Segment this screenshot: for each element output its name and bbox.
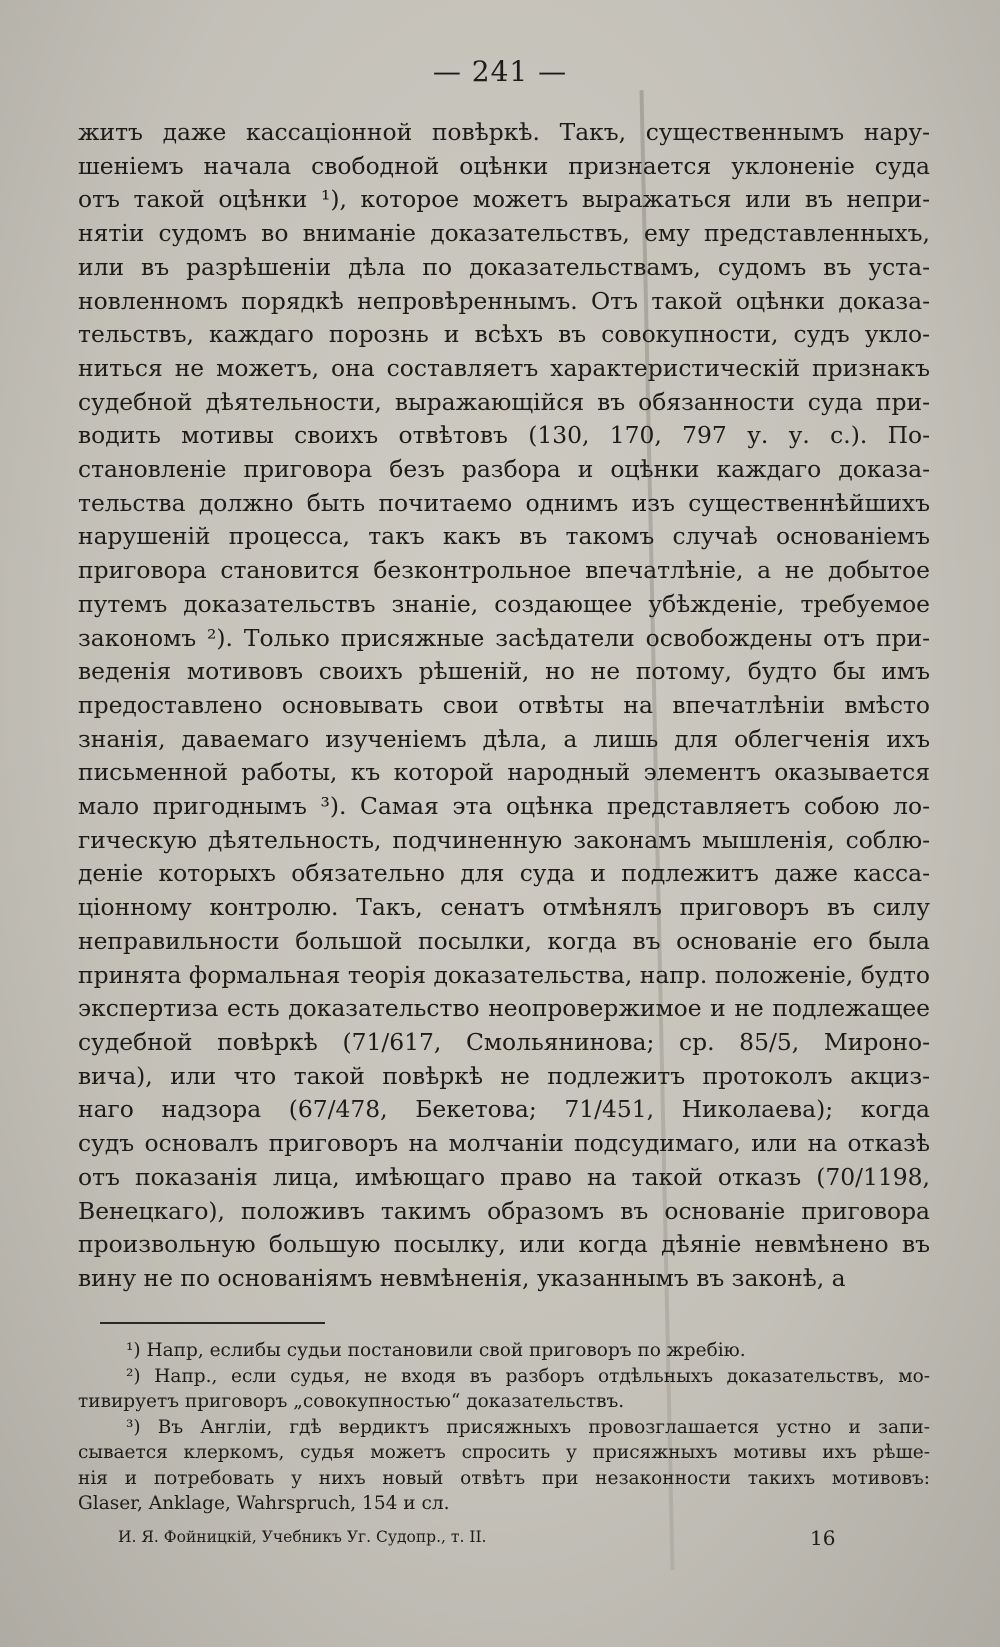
footnote-2-cont: тивируетъ приговоръ „совокупностью“ доказательствъ. [78,1391,625,1412]
body-line: отъ показанія лица, имѣющаго право на такой отказъ (70/1198, [78,1162,930,1191]
body-line: судебной дѣятельности, выражающійся въ обязанности суда при- [78,387,930,416]
footnote-3-cont: Glaser, Anklage, Wahrspruch, 154 и сл. [78,1493,450,1514]
body-line: тельства должно быть почитаемо однимъ изъ существеннѣйшихъ [78,488,930,517]
body-line: Венецкаго), положивъ такимъ образомъ въ основаніе приговора [78,1196,930,1225]
body-line: закономъ ²). Только присяжные засѣдатели освобождены отъ при- [78,623,930,652]
body-line: нарушеній процесса, такъ какъ въ такомъ случаѣ основаніемъ [78,522,930,551]
body-line: наго надзора (67/478, Бекетова; 71/451, Николаева); когда [78,1095,930,1124]
footnote-3-cont: нія и потребовать у нихъ новый отвѣтъ при незаконности такихъ мотивовъ: [78,1467,930,1489]
body-line: водить мотивы своихъ отвѣтовъ (130, 170, 797 у. у. с.). По- [78,421,930,450]
body-line: новленномъ порядкѣ непровѣреннымъ. Отъ такой оцѣнки доказа- [78,286,930,315]
body-line: тельствъ, каждаго порознь и всѣхъ въ совокупности, судъ укло- [78,320,930,349]
body-line: деніе которыхъ обязательно для суда и подлежитъ даже касса- [78,859,930,888]
body-line: веденія мотивовъ своихъ рѣшеній, но не потому, будто бы имъ [78,657,930,686]
body-line: нятіи судомъ во вниманіе доказательствъ, ему представленныхъ, [78,219,930,248]
body-line: шеніемъ начала свободной оцѣнки признается уклоненіе суда [78,151,930,180]
book-signature: И. Я. Фойницкій, Учебникъ Уг. Судопр., т. II. [118,1528,487,1546]
body-line: вича), или что такой повѣркѣ не подлежитъ протоколъ акциз- [78,1061,930,1090]
footnote-2: ²) Напр., если судья, не входя въ разборъ отдѣльныхъ доказательствъ, мо- [126,1365,930,1387]
body-line: становленіе приговора безъ разбора и оцѣнки каждаго доказа- [78,455,930,484]
body-line: неправильности большой посылки, когда въ основаніе его была [78,926,930,955]
body-line: мало пригоднымъ ³). Самая эта оцѣнка представляетъ собою ло- [78,792,930,821]
body-line: гическую дѣятельность, подчиненную законамъ мышленія, соблю- [78,825,930,854]
sheet-number: 16 [810,1526,836,1550]
body-line: отъ такой оцѣнки ¹), которое можетъ выражаться или въ непри- [78,185,930,214]
footnote-3-cont: сывается клеркомъ, судья можетъ спросить у присяжныхъ мотивы ихъ рѣше- [78,1442,930,1463]
footnote-3: ³) Въ Англіи, гдѣ вердиктъ присяжныхъ провозглашается устно и запи- [126,1416,930,1438]
body-line: или въ разрѣшеніи дѣла по доказательствамъ, судомъ въ уста- [78,252,930,281]
body-line: экспертиза есть доказательство неопровержимое и не подлежащее [78,994,930,1023]
body-line: житъ даже кассаціонной повѣркѣ. Такъ, существеннымъ нару- [78,118,930,146]
footnote-1: ¹) Напр, еслибы судьи постановили свой приговоръ по жребію. [126,1340,746,1361]
body-line: произвольную большую посылку, или когда дѣяніе невмѣнено въ [78,1230,930,1259]
body-line: путемъ доказательствъ знаніе, создающее убѣжденіе, требуемое [78,589,930,618]
body-line: ниться не можетъ, она составляетъ характеристическій признакъ [78,353,930,382]
body-line: знанія, даваемаго изученіемъ дѣла, а лишь для облегченія ихъ [78,724,930,753]
footnotes [78,1338,930,1517]
body-line: принята формальная теорія доказательства, напр. положеніе, будто [78,960,930,989]
body-text [78,116,930,1296]
body-line: приговора становится безконтрольное впечатлѣніе, а не добытое [78,556,930,585]
footnote-divider [100,1322,325,1324]
body-line: предоставлено основывать свои отвѣты на впечатлѣніи вмѣсто [78,690,930,719]
body-line: письменной работы, къ которой народный элементъ оказывается [78,758,930,787]
body-line: ціонному контролю. Такъ, сенатъ отмѣнялъ приговоръ въ силу [78,893,930,922]
body-line: судебной повѣркѣ (71/617, Смольянинова; ср. 85/5, Мироно- [78,1027,930,1056]
page-number: — 241 — [432,55,568,88]
body-line: вину не по основаніямъ невмѣненія, указаннымъ въ законѣ, а [78,1263,846,1292]
body-line: судъ основалъ приговоръ на молчаніи подсудимаго, или на отказѣ [78,1129,930,1158]
